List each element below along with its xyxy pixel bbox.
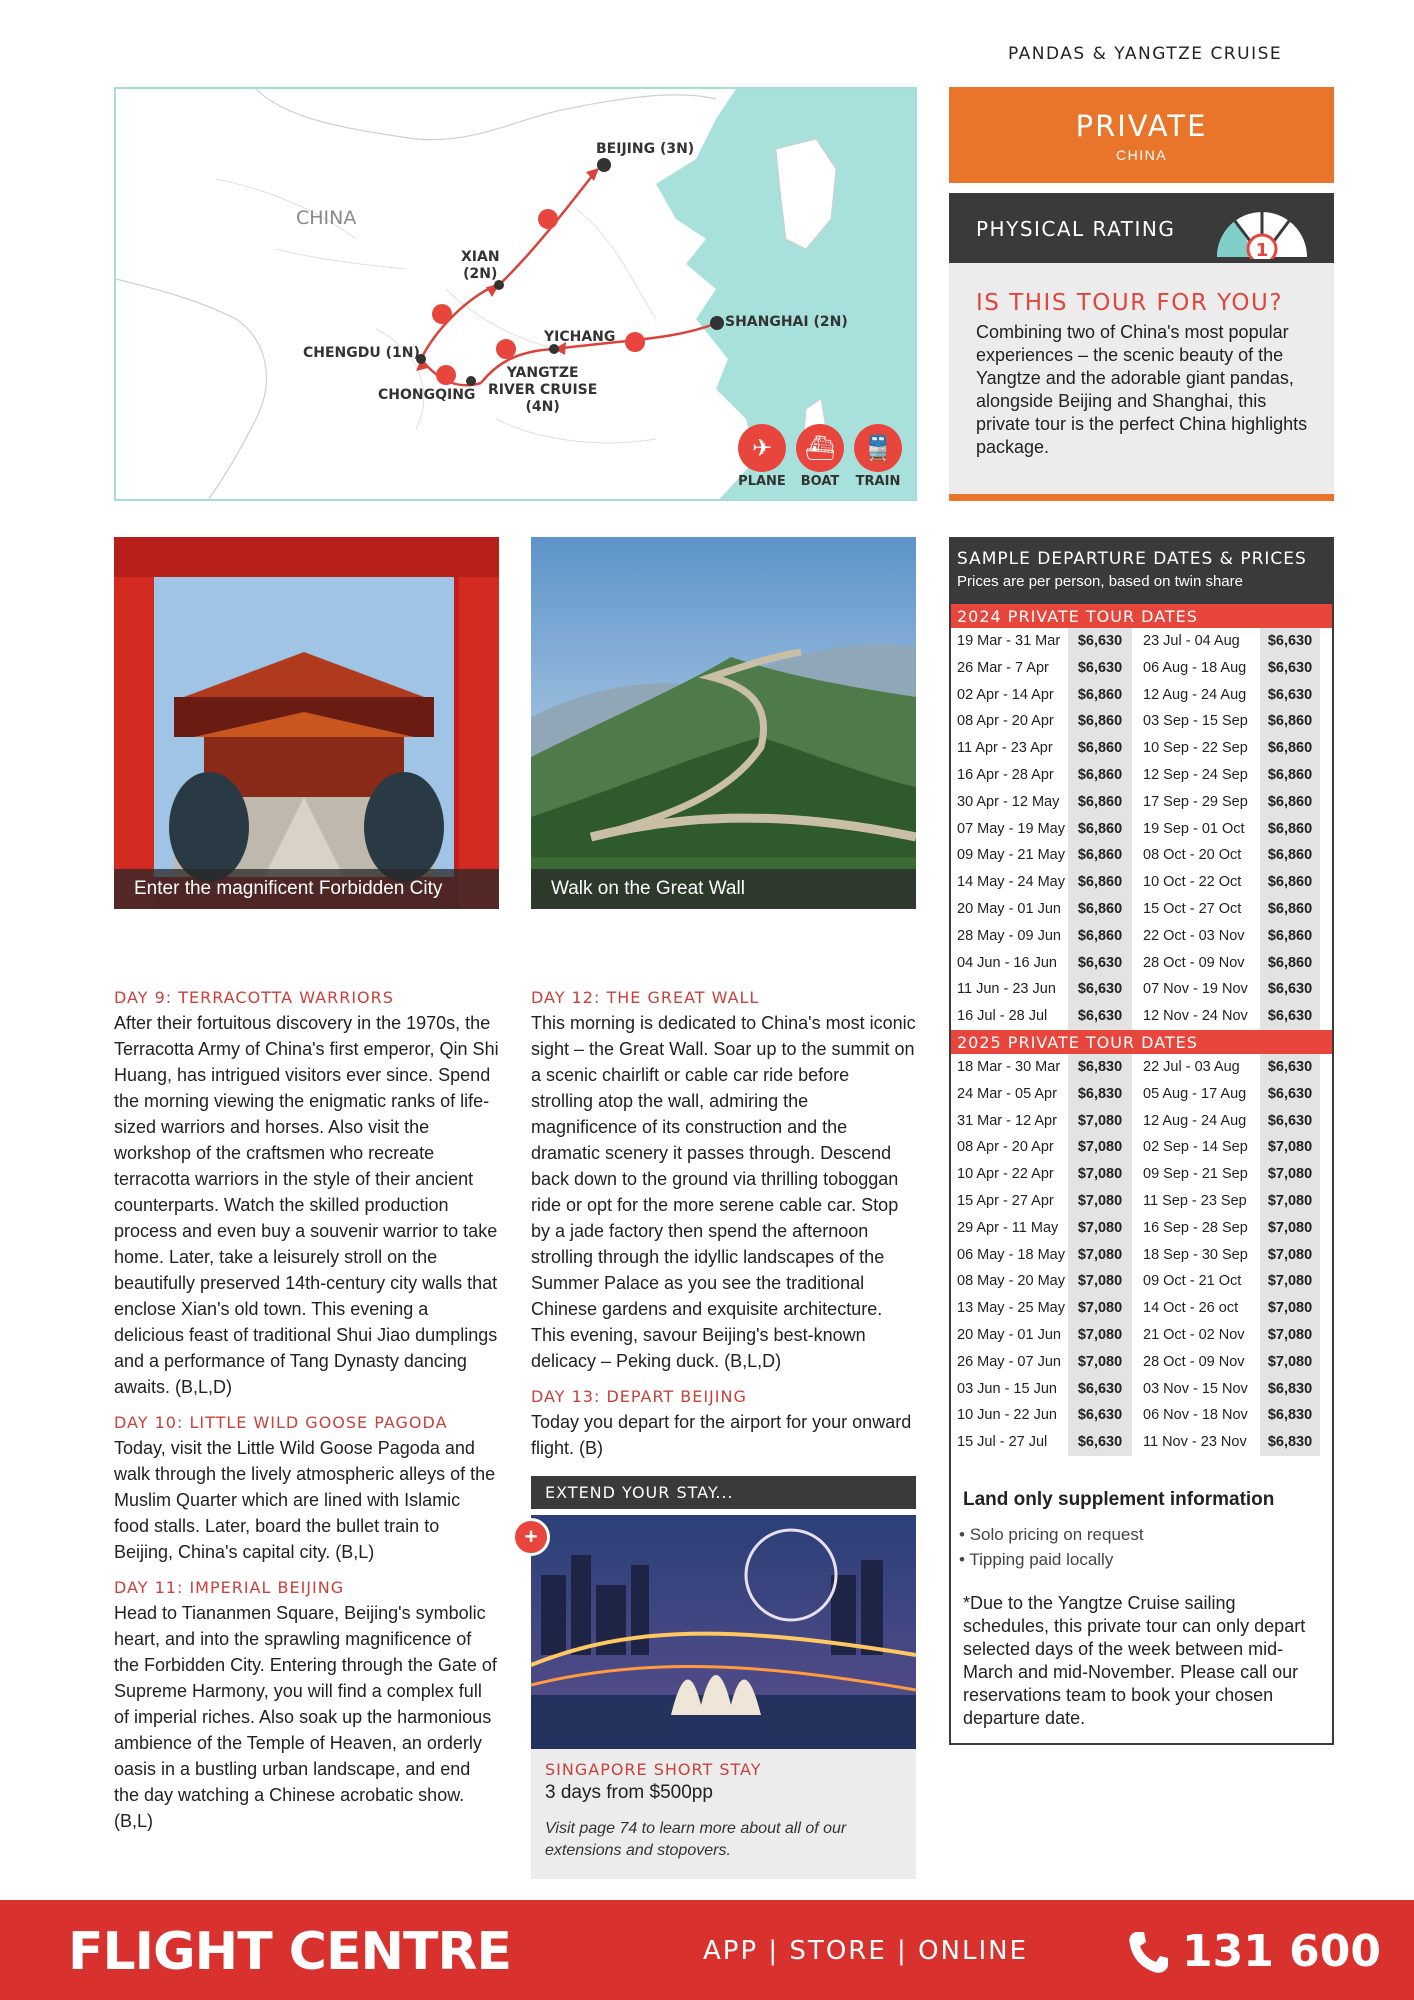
departure-price: $6,630 (1068, 1429, 1132, 1456)
departure-date: 02 Apr - 14 Apr (957, 686, 1054, 703)
departure-date: 10 Oct - 22 Oct (1143, 874, 1242, 891)
departure-date: 08 May - 20 May (957, 1273, 1065, 1290)
day-11-text: Head to Tiananmen Square, Beijing's symbolic heart, and into the sprawling magnificence of the Forbidden City. Entering through the Gate of Supreme Harmony, you will find a complex full of imperial riches. Also soak up the harmonious ambience of the Temple of Heaven, an orderly oasis in a bustling urban landscape, and end the day watching a Chinese acrobatic show. (B,L) (114, 1603, 497, 1831)
city-beijing: BEIJING (3N) (596, 141, 695, 157)
departure-date: 22 Jul - 03 Aug (1143, 1058, 1240, 1075)
departure-price: $6,860 (1068, 923, 1132, 950)
departure-note: *Due to the Yangtze Cruise sailing schedules, this private tour can only depart selected days of the week between mid-March and mid-November. Please call our reservations team to book your chosen departure date. (963, 1593, 1306, 1728)
physical-rating-label: PHYSICAL RATING (976, 217, 1176, 241)
departure-price: $6,860 (1260, 735, 1320, 762)
price-row (951, 950, 1332, 977)
departure-price: $6,630 (1068, 1402, 1132, 1429)
departure-price: $7,080 (1068, 1295, 1132, 1322)
day-11-heading: DAY 11: IMPERIAL BEIJING (114, 1578, 345, 1597)
day-10-heading: DAY 10: LITTLE WILD GOOSE PAGODA (114, 1413, 448, 1432)
departure-price: $6,860 (1068, 842, 1132, 869)
legend-plane: ✈ PLANE (734, 424, 790, 489)
departure-price: $7,080 (1068, 1161, 1132, 1188)
yangtze-cruise-label: YANGTZE RIVER CRUISE (4N) (488, 365, 598, 415)
prices-title: SAMPLE DEPARTURE DATES & PRICES (957, 549, 1307, 569)
departure-price: $7,080 (1068, 1108, 1132, 1135)
departure-price: $6,630 (1068, 655, 1132, 682)
tour-for-you-box (949, 263, 1334, 501)
departure-price: $6,860 (1068, 762, 1132, 789)
departure-date: 12 Sep - 24 Sep (1143, 766, 1248, 783)
departure-date: 28 Oct - 09 Nov (1143, 954, 1245, 971)
departure-price: $6,830 (1260, 1402, 1320, 1429)
singapore-short-stay (531, 1749, 916, 1879)
private-title: PRIVATE (1075, 109, 1208, 143)
price-row (951, 869, 1332, 896)
price-row (951, 789, 1332, 816)
map-country-label: CHINA (296, 207, 357, 229)
departure-date: 29 Apr - 11 May (957, 1219, 1059, 1236)
price-row (951, 923, 1332, 950)
departure-date: 12 Aug - 24 Aug (1143, 686, 1247, 703)
rating-gauge-icon (1207, 199, 1317, 259)
day-13-text: Today you depart for the airport for your onward flight. (B) (531, 1412, 912, 1458)
departure-date: 12 Aug - 24 Aug (1143, 1112, 1247, 1129)
departure-date: 22 Oct - 03 Nov (1143, 927, 1245, 944)
land-item-solo: • Solo pricing on request (959, 1522, 1144, 1547)
departure-price: $7,080 (1068, 1215, 1132, 1242)
departure-price: $7,080 (1260, 1349, 1320, 1376)
departure-price: $6,860 (1068, 896, 1132, 923)
departure-date: 11 Jun - 23 Jun (957, 981, 1056, 998)
departure-date: 06 Aug - 18 Aug (1143, 659, 1247, 676)
price-row (951, 1295, 1332, 1322)
rows-2024 (951, 628, 1332, 1030)
departure-price: $6,860 (1068, 816, 1132, 843)
price-row (951, 682, 1332, 709)
city-shanghai: SHANGHAI (2N) (725, 314, 848, 330)
departure-price: $7,080 (1260, 1295, 1320, 1322)
departure-date: 19 Mar - 31 Mar (957, 633, 1061, 649)
departure-date: 20 May - 01 Jun (957, 1326, 1061, 1343)
departure-date: 17 Sep - 29 Sep (1143, 793, 1248, 810)
departure-price: $7,080 (1068, 1349, 1132, 1376)
price-row (951, 976, 1332, 1003)
price-row (951, 735, 1332, 762)
departure-date: 20 May - 01 Jun (957, 900, 1061, 917)
singapore-price: 3 days from $500pp (545, 1782, 713, 1803)
private-badge (949, 87, 1334, 183)
legend-boat: ⛴ BOAT (792, 424, 848, 489)
city-xian: XIAN (2N) (461, 249, 500, 282)
departure-date: 02 Sep - 14 Sep (1143, 1139, 1248, 1156)
departure-date: 26 Mar - 7 Apr (957, 659, 1049, 676)
price-row (951, 816, 1332, 843)
day-9-text: After their fortuitous discovery in the 1970s, the Terracotta Army of China's first emperor, Qin Shi Huang, has intrigued visitors ever since. Spend the morning viewing the enigmatic ranks of life-sized warriors and horses. Also visit the workshop of the craftsmen who recreate terracotta warriors in the style of their ancient counterparts. Watch the skilled production process and even buy a souvenir warrior to take home. Later, take a leisurely stroll on the beautifully preserved 14th-century city walls that enclose Xian's old town. This evening a delicious feast of traditional Shui Jiao dumplings and a performance of Tang Dynasty dancing awaits. (B,L,D) (114, 1013, 499, 1397)
day-10-text: Today, visit the Little Wild Goose Pagoda and walk through the lively atmospheric alleys of the Muslim Quarter which are lined with Islamic food stalls. Later, board the bullet train to Beijing, China's capital city. (B,L) (114, 1438, 496, 1562)
departure-date: 08 Oct - 20 Oct (1143, 847, 1242, 864)
departure-date: 31 Mar - 12 Apr (957, 1112, 1057, 1129)
departure-price: $6,630 (1260, 1108, 1320, 1135)
departure-date: 07 May - 19 May (957, 820, 1065, 837)
departure-date: 11 Sep - 23 Sep (1143, 1192, 1247, 1209)
departure-price: $7,080 (1260, 1322, 1320, 1349)
day-12-text: This morning is dedicated to China's most iconic sight – the Great Wall. Soar up to the summit on a scenic chairlift or cable car ride before strolling atop the wall, admiring the magnificence of its construction and the dramatic scenery it passes through. Descend back down to the ground via thrilling toboggan ride or opt for the more serene cable car. Stop by a jade factory then spend the afternoon strolling through the idyllic landscapes of the Summer Palace as you see the traditional Chinese gardens and exquisite architecture. This evening, savour Beijing's best-known delicacy – Peking duck. (B,L,D) (531, 1013, 916, 1371)
departure-date: 19 Sep - 01 Oct (1143, 820, 1245, 837)
departure-price: $7,080 (1260, 1161, 1320, 1188)
departure-price: $6,860 (1068, 682, 1132, 709)
departure-date: 10 Apr - 22 Apr (957, 1166, 1054, 1183)
departure-price: $7,080 (1068, 1322, 1132, 1349)
city-chongqing: CHONGQING (378, 387, 476, 403)
city-chengdu: CHENGDU (1N) (303, 345, 420, 361)
departure-date: 09 Oct - 21 Oct (1143, 1273, 1242, 1290)
price-row (951, 842, 1332, 869)
extend-stay-bar: EXTEND YOUR STAY... (531, 1476, 916, 1509)
departure-price: $7,080 (1260, 1188, 1320, 1215)
rating-value: 1 (1255, 240, 1269, 259)
departure-price: $6,630 (1260, 976, 1320, 1003)
departure-date: 24 Mar - 05 Apr (957, 1085, 1057, 1102)
footer-bar (0, 1900, 1414, 2000)
prices-subtitle: Prices are per person, based on twin share (957, 573, 1243, 590)
day-9-heading: DAY 9: TERRACOTTA WARRIORS (114, 988, 394, 1007)
price-row (951, 1349, 1332, 1376)
physical-rating (949, 193, 1334, 263)
footer-channels: APP | STORE | ONLINE (703, 1936, 1029, 1966)
departure-date: 08 Apr - 20 Apr (957, 713, 1054, 730)
land-only-list (959, 1522, 1144, 1572)
route-map (114, 87, 917, 501)
itinerary-column-left (114, 988, 499, 1847)
day-12-heading: DAY 12: THE GREAT WALL (531, 988, 760, 1007)
departure-date: 07 Nov - 19 Nov (1143, 981, 1248, 998)
departure-price: $6,860 (1068, 789, 1132, 816)
price-row (951, 655, 1332, 682)
price-row (951, 1054, 1332, 1081)
departure-date: 15 Oct - 27 Oct (1143, 900, 1242, 917)
departure-price: $7,080 (1068, 1134, 1132, 1161)
departure-price: $6,630 (1068, 628, 1132, 655)
departure-price: $6,630 (1260, 1054, 1320, 1081)
departure-date: 05 Aug - 17 Aug (1143, 1085, 1247, 1102)
departure-price: $6,630 (1068, 1003, 1132, 1030)
price-row (951, 1134, 1332, 1161)
departure-date: 06 May - 18 May (957, 1246, 1065, 1263)
forbidden-city-photo (114, 537, 499, 909)
city-yichang: YICHANG (544, 329, 616, 345)
departure-price: $6,860 (1260, 896, 1320, 923)
departure-date: 10 Jun - 22 Jun (957, 1407, 1057, 1424)
departure-date: 26 May - 07 Jun (957, 1353, 1061, 1370)
departure-date: 10 Sep - 22 Sep (1143, 740, 1248, 757)
departure-prices-table (949, 537, 1334, 1745)
departure-price: $6,830 (1260, 1429, 1320, 1456)
price-row (951, 1429, 1332, 1456)
departure-date: 11 Nov - 23 Nov (1143, 1434, 1247, 1451)
departure-date: 15 Apr - 27 Apr (957, 1192, 1054, 1209)
price-row (951, 628, 1332, 655)
departure-price: $7,080 (1068, 1268, 1132, 1295)
tour-for-you-text: Combining two of China's most popular experiences – the scenic beauty of the Yangtze and the adorable giant pandas, alongside Beijing and Shanghai, this private tour is the perfect China highlights package. (976, 322, 1308, 457)
price-row (951, 1242, 1332, 1269)
departure-date: 13 May - 25 May (957, 1300, 1065, 1317)
departure-date: 03 Sep - 15 Sep (1143, 713, 1248, 730)
price-row (951, 1402, 1332, 1429)
departure-price: $6,830 (1068, 1081, 1132, 1108)
departure-date: 18 Sep - 30 Sep (1143, 1246, 1248, 1263)
boat-icon: ⛴ (796, 424, 844, 472)
departure-date: 04 Jun - 16 Jun (957, 954, 1057, 971)
departure-date: 14 Oct - 26 oct (1143, 1300, 1239, 1317)
departure-date: 15 Jul - 27 Jul (957, 1434, 1048, 1451)
price-row (951, 1161, 1332, 1188)
departure-price: $6,860 (1260, 950, 1320, 977)
departure-price: $6,860 (1260, 842, 1320, 869)
departure-price: $6,830 (1068, 1054, 1132, 1081)
departure-price: $6,630 (1068, 976, 1132, 1003)
departure-date: 09 May - 21 May (957, 847, 1065, 864)
price-row (951, 762, 1332, 789)
prices-header (951, 539, 1332, 604)
private-subtitle: CHINA (1115, 147, 1168, 163)
departure-price: $7,080 (1068, 1242, 1132, 1269)
land-item-tipping: • Tipping paid locally (959, 1547, 1144, 1572)
legend-train: 🚆 TRAIN (850, 424, 906, 489)
departure-date: 09 Sep - 21 Sep (1143, 1166, 1248, 1183)
price-row (951, 708, 1332, 735)
year-2025-header: 2025 PRIVATE TOUR DATES (951, 1030, 1332, 1054)
price-row (951, 1003, 1332, 1030)
departure-price: $6,630 (1260, 1003, 1320, 1030)
year-2024-header: 2024 PRIVATE TOUR DATES (951, 604, 1332, 628)
singapore-photo (531, 1515, 916, 1749)
departure-price: $6,830 (1260, 1376, 1320, 1403)
departure-date: 03 Nov - 15 Nov (1143, 1380, 1248, 1397)
departure-date: 11 Apr - 23 Apr (957, 740, 1053, 757)
departure-price: $6,860 (1260, 869, 1320, 896)
departure-price: $7,080 (1068, 1188, 1132, 1215)
departure-date: 12 Nov - 24 Nov (1143, 1008, 1248, 1025)
departure-price: $6,630 (1068, 1376, 1132, 1403)
departure-price: $6,860 (1260, 708, 1320, 735)
rows-2025 (951, 1054, 1332, 1456)
departure-price: $7,080 (1260, 1215, 1320, 1242)
departure-date: 16 Jul - 28 Jul (957, 1008, 1048, 1025)
day-13-heading: DAY 13: DEPART BEIJING (531, 1387, 747, 1406)
singapore-note: Visit page 74 to learn more about all of our extensions and stopovers. (545, 1820, 847, 1859)
departure-price: $6,630 (1260, 628, 1320, 655)
great-wall-caption: Walk on the Great Wall (531, 869, 916, 909)
departure-price: $6,860 (1068, 708, 1132, 735)
departure-date: 03 Jun - 15 Jun (957, 1380, 1057, 1397)
price-row (951, 1188, 1332, 1215)
phone-icon (1124, 1930, 1125, 1931)
departure-price: $6,860 (1260, 923, 1320, 950)
departure-price: $6,860 (1068, 869, 1132, 896)
itinerary-column-middle (531, 988, 916, 1474)
flight-centre-logo: FLIGHT CENTRE (68, 1922, 512, 1982)
price-row (951, 1268, 1332, 1295)
page-header-title: PANDAS & YANGTZE CRUISE (1008, 44, 1283, 64)
price-row (951, 1322, 1332, 1349)
departure-price: $6,860 (1260, 816, 1320, 843)
plus-icon: + (512, 1518, 550, 1556)
departure-date: 23 Jul - 04 Aug (1143, 633, 1240, 649)
train-icon: 🚆 (854, 424, 902, 472)
land-only-title: Land only supplement information (963, 1489, 1275, 1510)
departure-date: 08 Apr - 20 Apr (957, 1139, 1054, 1156)
departure-date: 06 Nov - 18 Nov (1143, 1407, 1248, 1424)
great-wall-photo (531, 537, 916, 909)
departure-price: $6,860 (1260, 789, 1320, 816)
price-row (951, 1376, 1332, 1403)
departure-price: $7,080 (1260, 1268, 1320, 1295)
price-row (951, 1081, 1332, 1108)
singapore-title: SINGAPORE SHORT STAY (545, 1760, 762, 1779)
departure-price: $7,080 (1260, 1242, 1320, 1269)
departure-price: $6,630 (1260, 1081, 1320, 1108)
departure-price: $7,080 (1260, 1134, 1320, 1161)
departure-date: 18 Mar - 30 Mar (957, 1058, 1061, 1075)
forbidden-city-caption: Enter the magnificent Forbidden City (114, 869, 499, 909)
plane-icon: ✈ (738, 424, 786, 472)
phone-handset-icon (1128, 1930, 1168, 1974)
departure-date: 16 Apr - 28 Apr (957, 766, 1054, 783)
departure-price: $6,630 (1260, 655, 1320, 682)
departure-date: 30 Apr - 12 May (957, 793, 1060, 810)
price-row (951, 896, 1332, 923)
departure-price: $6,860 (1260, 762, 1320, 789)
departure-date: 28 Oct - 09 Nov (1143, 1353, 1245, 1370)
departure-price: $6,630 (1260, 682, 1320, 709)
price-row (951, 1108, 1332, 1135)
departure-date: 21 Oct - 02 Nov (1143, 1326, 1245, 1343)
departure-price: $6,630 (1068, 950, 1132, 977)
departure-date: 28 May - 09 Jun (957, 927, 1061, 944)
footer-phone-number[interactable]: 131 600 (1182, 1926, 1382, 1977)
departure-date: 16 Sep - 28 Sep (1143, 1219, 1248, 1236)
tour-for-you-title: IS THIS TOUR FOR YOU? (976, 290, 1284, 316)
departure-date: 14 May - 24 May (957, 874, 1065, 891)
price-row (951, 1215, 1332, 1242)
departure-price: $6,860 (1068, 735, 1132, 762)
